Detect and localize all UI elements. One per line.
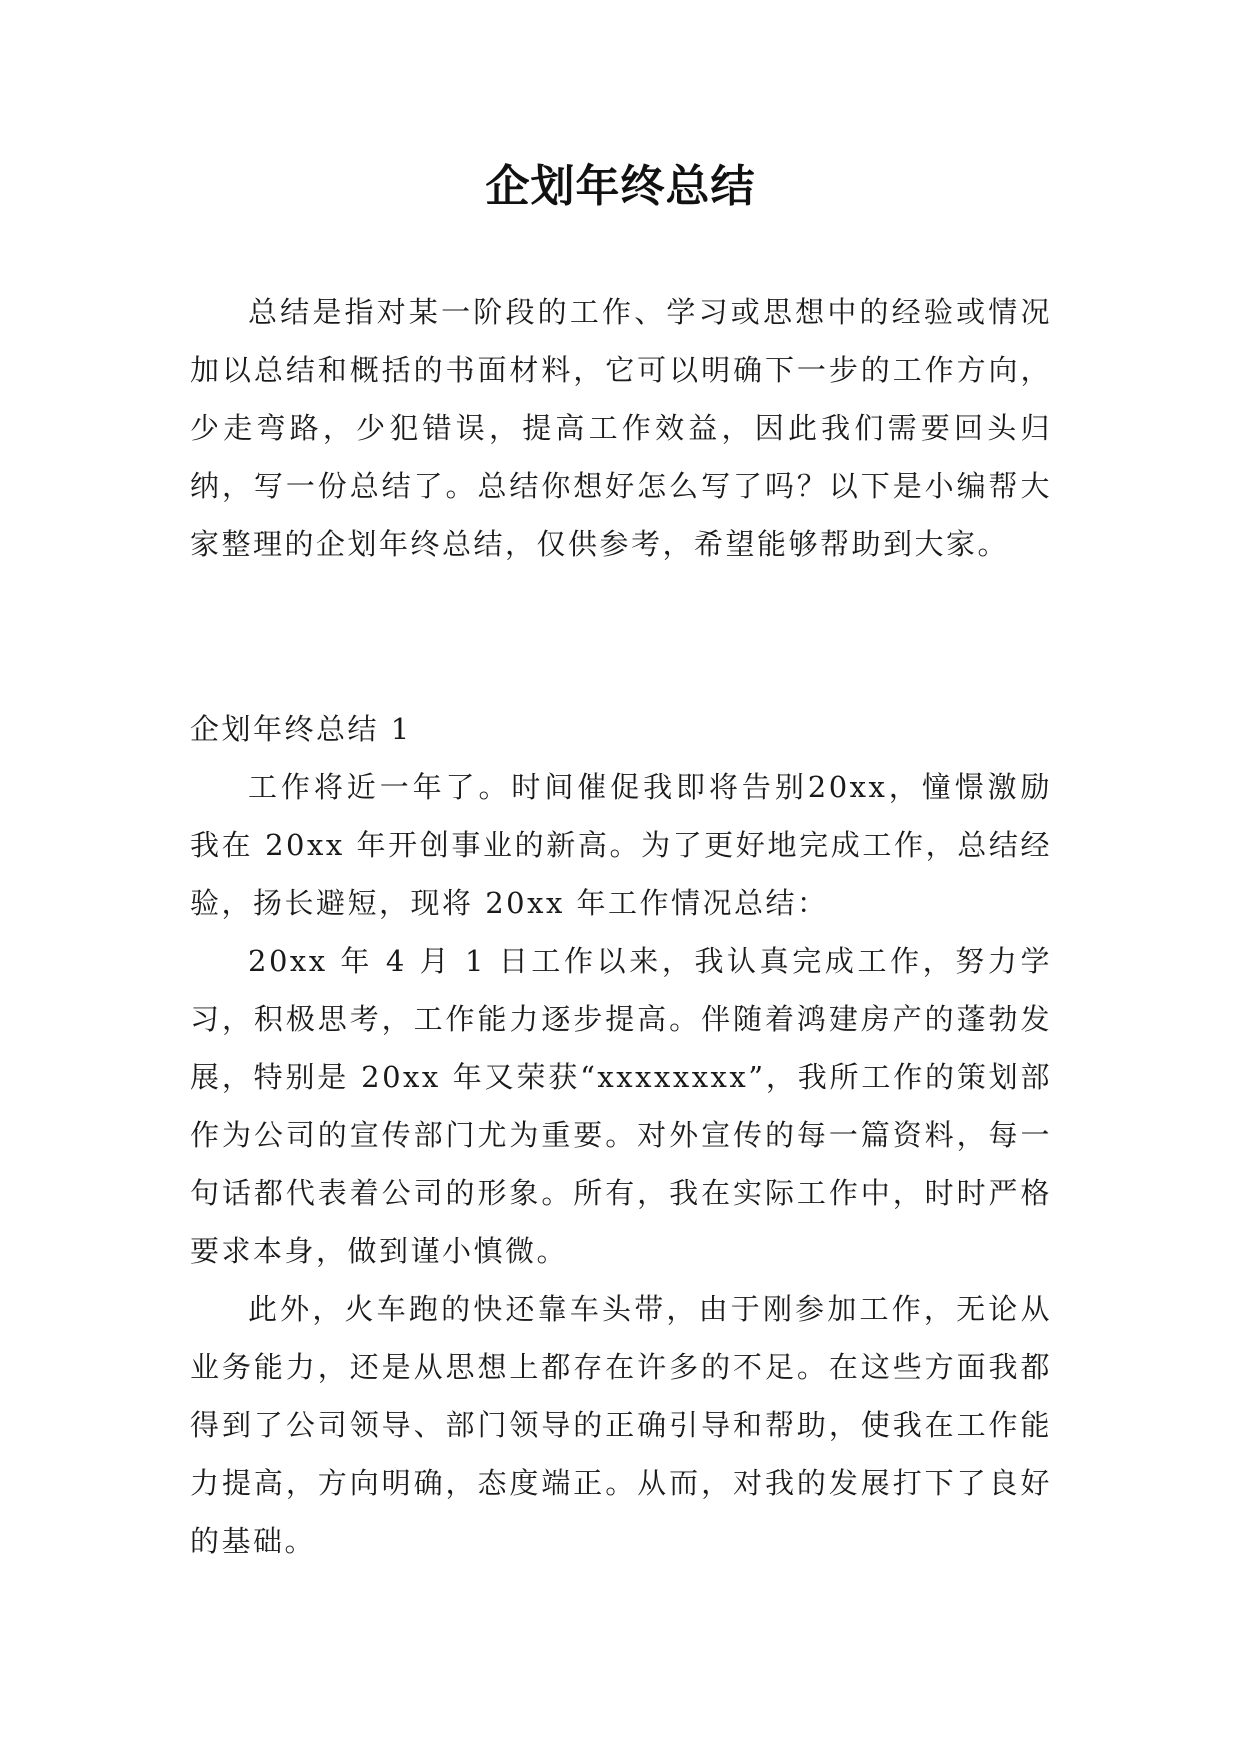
paragraph-3 — [190, 1280, 1052, 1570]
intro-paragraph — [190, 283, 1052, 573]
document-title: 企划年终总结 — [485, 161, 756, 212]
paragraph-text: 此外，火车跑的快还靠车头带，由于刚参加工作，无论从业务能力，还是从思想上都存在许多的不足。在这些方面我都得到了公司领导、部门领导的正确引导和帮助，使我在工作能力提高，方向明确，态度端正。从而，对我的发展打下了良好的基础。 — [190, 1292, 1052, 1558]
paragraph-2 — [190, 932, 1052, 1280]
paragraph-1 — [190, 758, 1052, 932]
intro-text: 总结是指对某一阶段的工作、学习或思想中的经验或情况加以总结和概括的书面材料，它可以明确下一步的工作方向，少走弯路，少犯错误，提高工作效益，因此我们需要回头归纳，写一份总结了。总结你想好怎么写了吗？以下是小编帮大家整理的企划年终总结，仅供参考，希望能够帮助到大家。 — [190, 295, 1052, 561]
paragraph-text: 工作将近一年了。时间催促我即将告别20xx，憧憬激励我在 20xx 年开创事业的新高。为了更好地完成工作，总结经验，扬长避短，现将 20xx 年工作情况总结： — [190, 770, 1052, 920]
section-heading: 企划年终总结 1 — [190, 712, 412, 746]
paragraph-text: 20xx 年 4 月 1 日工作以来，我认真完成工作，努力学习，积极思考，工作能力逐步提高。伴随着鸿建房产的蓬勃发展，特别是 20xx 年又荣获“xxxxxxxx”，我所工作的策划部作为公司的宣传部门尤为重要。对外宣传的每一篇资料，每一句话都代表着公司的形象。所有，我在实际工作中，时时严格要求本身，做到谨小慎微。 — [190, 944, 1052, 1268]
